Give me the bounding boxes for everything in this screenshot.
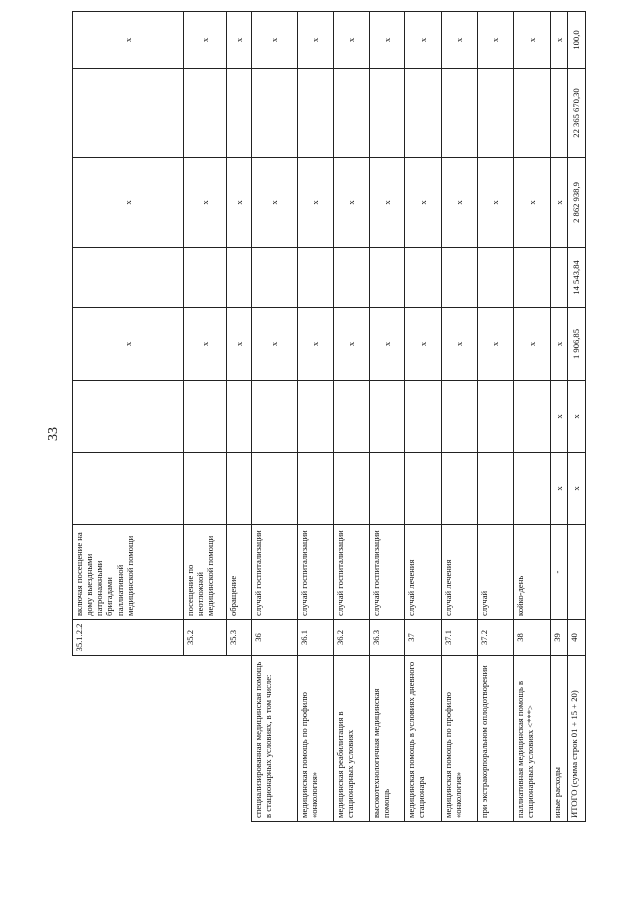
row-col5-cell <box>298 381 334 453</box>
row-code-cell: 35.3 <box>227 620 252 656</box>
row-col10-cell: x <box>478 12 514 69</box>
row-code-cell: 35.2 <box>184 620 227 656</box>
row-unit-cell: обращение <box>227 525 252 620</box>
row-col8-cell: x <box>252 158 298 248</box>
row-col9-cell <box>442 69 478 158</box>
row-col6-cell: x <box>184 308 227 381</box>
row-col8-cell: x <box>184 158 227 248</box>
row-unit-cell: случай лечения <box>405 525 442 620</box>
row-col7-cell <box>298 248 334 308</box>
row-unit-cell: случай госпитализации <box>334 525 370 620</box>
row-name-cell: медицинская помощь по профилю «онкология» <box>298 656 334 822</box>
row-col5-cell <box>73 381 184 453</box>
row-col9-cell <box>405 69 442 158</box>
row-col9-cell <box>227 69 252 158</box>
row-col4-cell <box>478 453 514 525</box>
row-col8-cell: x <box>478 158 514 248</box>
row-col7-cell <box>227 248 252 308</box>
row-col8-cell: x <box>370 158 405 248</box>
table-row <box>184 12 227 822</box>
table-row <box>478 12 514 822</box>
row-col10-cell: x <box>73 12 184 69</box>
row-col9-cell <box>184 69 227 158</box>
row-col7-cell <box>514 248 551 308</box>
row-name-cell: при экстракорпоральном оплодотворении <box>478 656 514 822</box>
row-col5-cell: x <box>551 381 568 453</box>
row-col4-cell <box>298 453 334 525</box>
row-col5-cell <box>370 381 405 453</box>
row-col8-cell: x <box>551 158 568 248</box>
row-unit-cell: включая посещение на дому выездными патронажными бригадами паллиативной медицинской помощи <box>73 525 184 620</box>
table-row <box>514 12 551 822</box>
row-col4-cell <box>442 453 478 525</box>
row-col8-cell: x <box>227 158 252 248</box>
row-col5-cell: x <box>568 381 586 453</box>
row-col6-cell: x <box>298 308 334 381</box>
row-col10-cell: x <box>227 12 252 69</box>
row-col8-cell: x <box>514 158 551 248</box>
table-row <box>334 12 370 822</box>
row-name-cell: высокотехнологичная медицинская помощь <box>370 656 405 822</box>
row-col4-cell <box>370 453 405 525</box>
row-col8-cell: x <box>73 158 184 248</box>
row-col5-cell <box>184 381 227 453</box>
row-col9-cell <box>551 69 568 158</box>
row-code-cell: 40 <box>568 620 586 656</box>
row-col4-cell: x <box>568 453 586 525</box>
row-unit-cell: случай госпитализации <box>252 525 298 620</box>
row-col7-cell <box>370 248 405 308</box>
row-col7-cell: 14 543,84 <box>568 248 586 308</box>
row-col4-cell <box>184 453 227 525</box>
row-col5-cell <box>478 381 514 453</box>
row-code-cell: 36.2 <box>334 620 370 656</box>
row-col10-cell: x <box>334 12 370 69</box>
row-name-cell: медицинская помощь в условиях дневного стационара <box>405 656 442 822</box>
table-row <box>442 12 478 822</box>
row-col7-cell <box>334 248 370 308</box>
row-col7-cell <box>73 248 184 308</box>
row-col7-cell <box>252 248 298 308</box>
row-col5-cell <box>514 381 551 453</box>
row-col4-cell <box>252 453 298 525</box>
row-name-cell: специализированная медицинская помощь в стационарных условиях, в том числе: <box>252 656 298 822</box>
row-code-cell: 37 <box>405 620 442 656</box>
row-name-cell: иные расходы <box>551 656 568 822</box>
row-col7-cell <box>551 248 568 308</box>
row-col9-cell: 22 365 670,30 <box>568 69 586 158</box>
row-col10-cell: x <box>184 12 227 69</box>
row-name-cell: медицинская помощь по профилю «онкология» <box>442 656 478 822</box>
table-row <box>73 12 184 822</box>
row-col8-cell: x <box>334 158 370 248</box>
row-col7-cell <box>478 248 514 308</box>
row-col6-cell: x <box>551 308 568 381</box>
row-col6-cell: x <box>252 308 298 381</box>
table-row <box>227 12 252 822</box>
row-col4-cell <box>227 453 252 525</box>
row-col5-cell <box>442 381 478 453</box>
row-name-cell <box>73 656 184 822</box>
row-col6-cell: x <box>478 308 514 381</box>
row-col5-cell <box>252 381 298 453</box>
row-code-cell: 38 <box>514 620 551 656</box>
row-col10-cell: x <box>405 12 442 69</box>
row-col9-cell <box>370 69 405 158</box>
row-code-cell: 37.1 <box>442 620 478 656</box>
row-col9-cell <box>478 69 514 158</box>
row-col4-cell <box>514 453 551 525</box>
row-col10-cell: x <box>514 12 551 69</box>
row-col9-cell <box>334 69 370 158</box>
row-unit-cell: случай лечения <box>442 525 478 620</box>
row-unit-cell: койко-день <box>514 525 551 620</box>
table-row <box>252 12 298 822</box>
row-name-cell <box>184 656 227 822</box>
row-col6-cell: x <box>370 308 405 381</box>
row-col6-cell: x <box>514 308 551 381</box>
table-row <box>405 12 442 822</box>
table-row-total <box>568 12 586 822</box>
row-col4-cell <box>73 453 184 525</box>
row-col6-cell: x <box>405 308 442 381</box>
rotated-table-area <box>72 12 582 822</box>
row-unit-cell: случай госпитализации <box>298 525 334 620</box>
row-col6-cell: x <box>442 308 478 381</box>
row-col10-cell: x <box>442 12 478 69</box>
row-col5-cell <box>334 381 370 453</box>
row-col9-cell <box>298 69 334 158</box>
row-col5-cell <box>227 381 252 453</box>
row-unit-cell: случай госпитализации <box>370 525 405 620</box>
row-name-cell: медицинская реабилитация в стационарных условиях <box>334 656 370 822</box>
row-code-cell: 36 <box>252 620 298 656</box>
row-name-cell: ИТОГО (сумма строк 01 + 15 + 20) <box>568 656 586 822</box>
row-code-cell: 35.1.2.2 <box>73 620 184 656</box>
row-col10-cell: x <box>551 12 568 69</box>
row-unit-cell: посещение по неотложной медицинской помощи <box>184 525 227 620</box>
table-row <box>370 12 405 822</box>
row-col10-cell: x <box>298 12 334 69</box>
row-col6-cell: x <box>334 308 370 381</box>
row-col8-cell: 2 862 938,9 <box>568 158 586 248</box>
row-code-cell: 36.1 <box>298 620 334 656</box>
row-code-cell: 39 <box>551 620 568 656</box>
row-col10-cell: x <box>252 12 298 69</box>
row-col10-cell: 100,0 <box>568 12 586 69</box>
row-col7-cell <box>405 248 442 308</box>
row-unit-cell: случай <box>478 525 514 620</box>
table-row <box>298 12 334 822</box>
row-col9-cell <box>73 69 184 158</box>
row-col9-cell <box>252 69 298 158</box>
row-col4-cell <box>334 453 370 525</box>
row-col8-cell: x <box>405 158 442 248</box>
row-unit-cell: - <box>551 525 568 620</box>
row-code-cell: 37.2 <box>478 620 514 656</box>
row-col8-cell: x <box>442 158 478 248</box>
row-col4-cell: x <box>551 453 568 525</box>
row-col5-cell <box>405 381 442 453</box>
row-col4-cell <box>405 453 442 525</box>
row-col7-cell <box>442 248 478 308</box>
table-row <box>551 12 568 822</box>
row-col9-cell <box>514 69 551 158</box>
tariff-table <box>72 11 586 822</box>
page-number: 33 <box>46 427 61 441</box>
row-code-cell: 36.3 <box>370 620 405 656</box>
table-container <box>72 12 582 822</box>
row-col10-cell: x <box>370 12 405 69</box>
row-col8-cell: x <box>298 158 334 248</box>
row-col7-cell <box>184 248 227 308</box>
row-col6-cell: x <box>227 308 252 381</box>
row-unit-cell <box>568 525 586 620</box>
row-name-cell <box>227 656 252 822</box>
row-col6-cell: x <box>73 308 184 381</box>
row-col6-cell: 1 906,85 <box>568 308 586 381</box>
row-name-cell: паллиативная медицинская помощь в стационарных условиях <***> <box>514 656 551 822</box>
